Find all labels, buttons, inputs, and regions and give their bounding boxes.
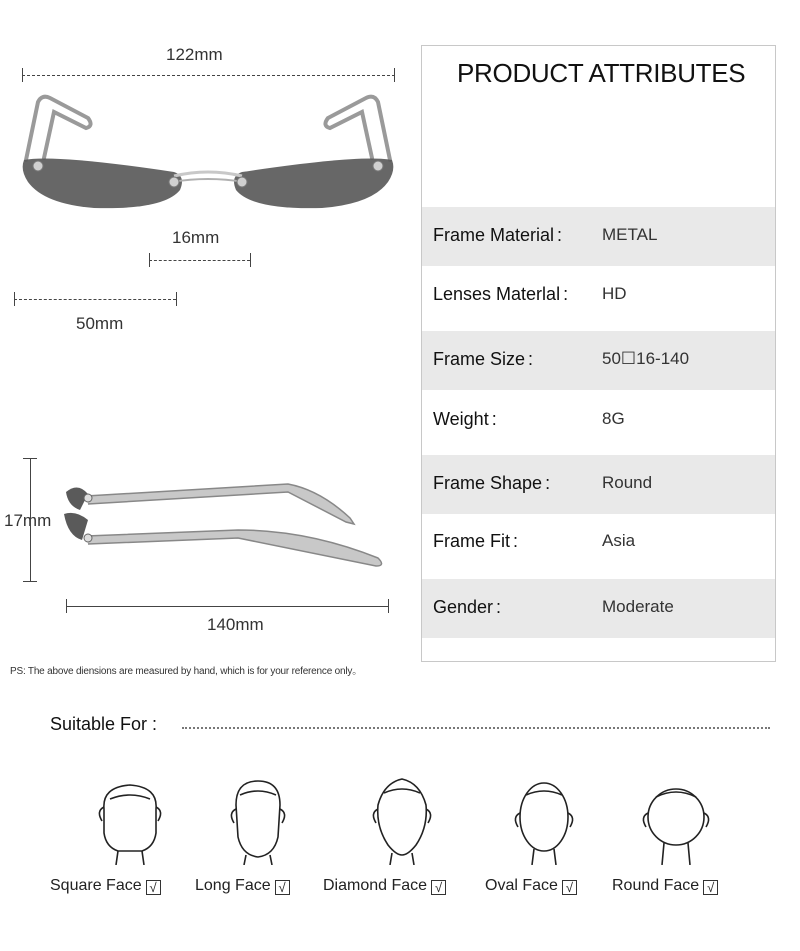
attr-value: 50☐16-140	[602, 349, 690, 368]
attr-row-gender	[422, 579, 775, 638]
attr-row-frame-fit	[422, 513, 775, 572]
lens-height-tick-top	[23, 458, 37, 459]
glasses-front-image	[14, 90, 404, 220]
total-width-label: 122mm	[166, 45, 223, 64]
bridge-tick-right	[250, 253, 251, 267]
lens-height-tick-bottom	[23, 581, 37, 582]
attr-name: Frame Size :	[433, 349, 534, 369]
attr-row-frame-material	[422, 207, 775, 266]
face-label-long: Long Face √	[195, 877, 290, 895]
attr-value: Asia	[602, 531, 636, 550]
total-width-line	[22, 75, 395, 76]
lens-width-tick-left	[14, 292, 15, 306]
bridge-line	[149, 260, 250, 261]
attr-row-weight	[422, 391, 775, 450]
attr-name: Frame Material :	[433, 225, 563, 245]
attr-name: Lenses Materlal :	[433, 284, 569, 304]
square-face-icon	[90, 775, 170, 865]
attributes-title: PRODUCT ATTRIBUTES	[457, 58, 746, 88]
total-width-tick-right	[394, 68, 395, 82]
checkbox-oval: √	[562, 880, 577, 895]
total-width-tick-left	[22, 68, 23, 82]
suitable-for-label: Suitable For :	[50, 714, 158, 734]
attr-value: Moderate	[602, 597, 674, 616]
attr-name: Weight :	[433, 409, 497, 429]
attr-name: Frame Fit :	[433, 531, 519, 551]
face-label-oval: Oval Face √	[485, 877, 577, 895]
lens-width-label: 50mm	[76, 314, 124, 333]
attr-value: Round	[602, 473, 653, 492]
attr-value: HD	[602, 284, 627, 303]
checkbox-long: √	[275, 880, 290, 895]
suitable-for-divider	[182, 727, 770, 729]
checkbox-square: √	[146, 880, 161, 895]
face-label-square: Square Face √	[50, 877, 161, 895]
temple-length-line	[66, 606, 388, 607]
attr-name: Gender :	[433, 597, 502, 617]
lens-height-line	[30, 458, 31, 582]
measurement-note: PS: The above diensions are measured by hand, which is for your reference only。	[10, 666, 362, 677]
product-attributes-panel	[421, 45, 776, 662]
attr-row-lenses-material	[422, 266, 775, 325]
attr-name: Frame Shape :	[433, 473, 551, 493]
oval-face-icon	[504, 775, 584, 865]
face-label-diamond: Diamond Face √	[323, 877, 446, 895]
lens-height-label: 17mm	[4, 511, 52, 530]
temple-length-tick-left	[66, 599, 67, 613]
attr-value: METAL	[602, 225, 658, 244]
face-label-round: Round Face √	[612, 877, 718, 895]
attr-value: 8G	[602, 409, 625, 428]
diamond-face-icon	[362, 775, 442, 865]
bridge-label: 16mm	[172, 228, 220, 247]
lens-width-line	[14, 299, 176, 300]
long-face-icon	[218, 775, 298, 865]
checkbox-round: √	[703, 880, 718, 895]
lens-width-tick-right	[176, 292, 177, 306]
glasses-side-image	[58, 470, 388, 575]
temple-length-label: 140mm	[207, 615, 264, 634]
temple-length-tick-right	[388, 599, 389, 613]
checkbox-diamond: √	[431, 880, 446, 895]
bridge-tick-left	[149, 253, 150, 267]
round-face-icon	[636, 775, 716, 865]
attr-row-frame-size	[422, 331, 775, 390]
attr-row-frame-shape	[422, 455, 775, 514]
